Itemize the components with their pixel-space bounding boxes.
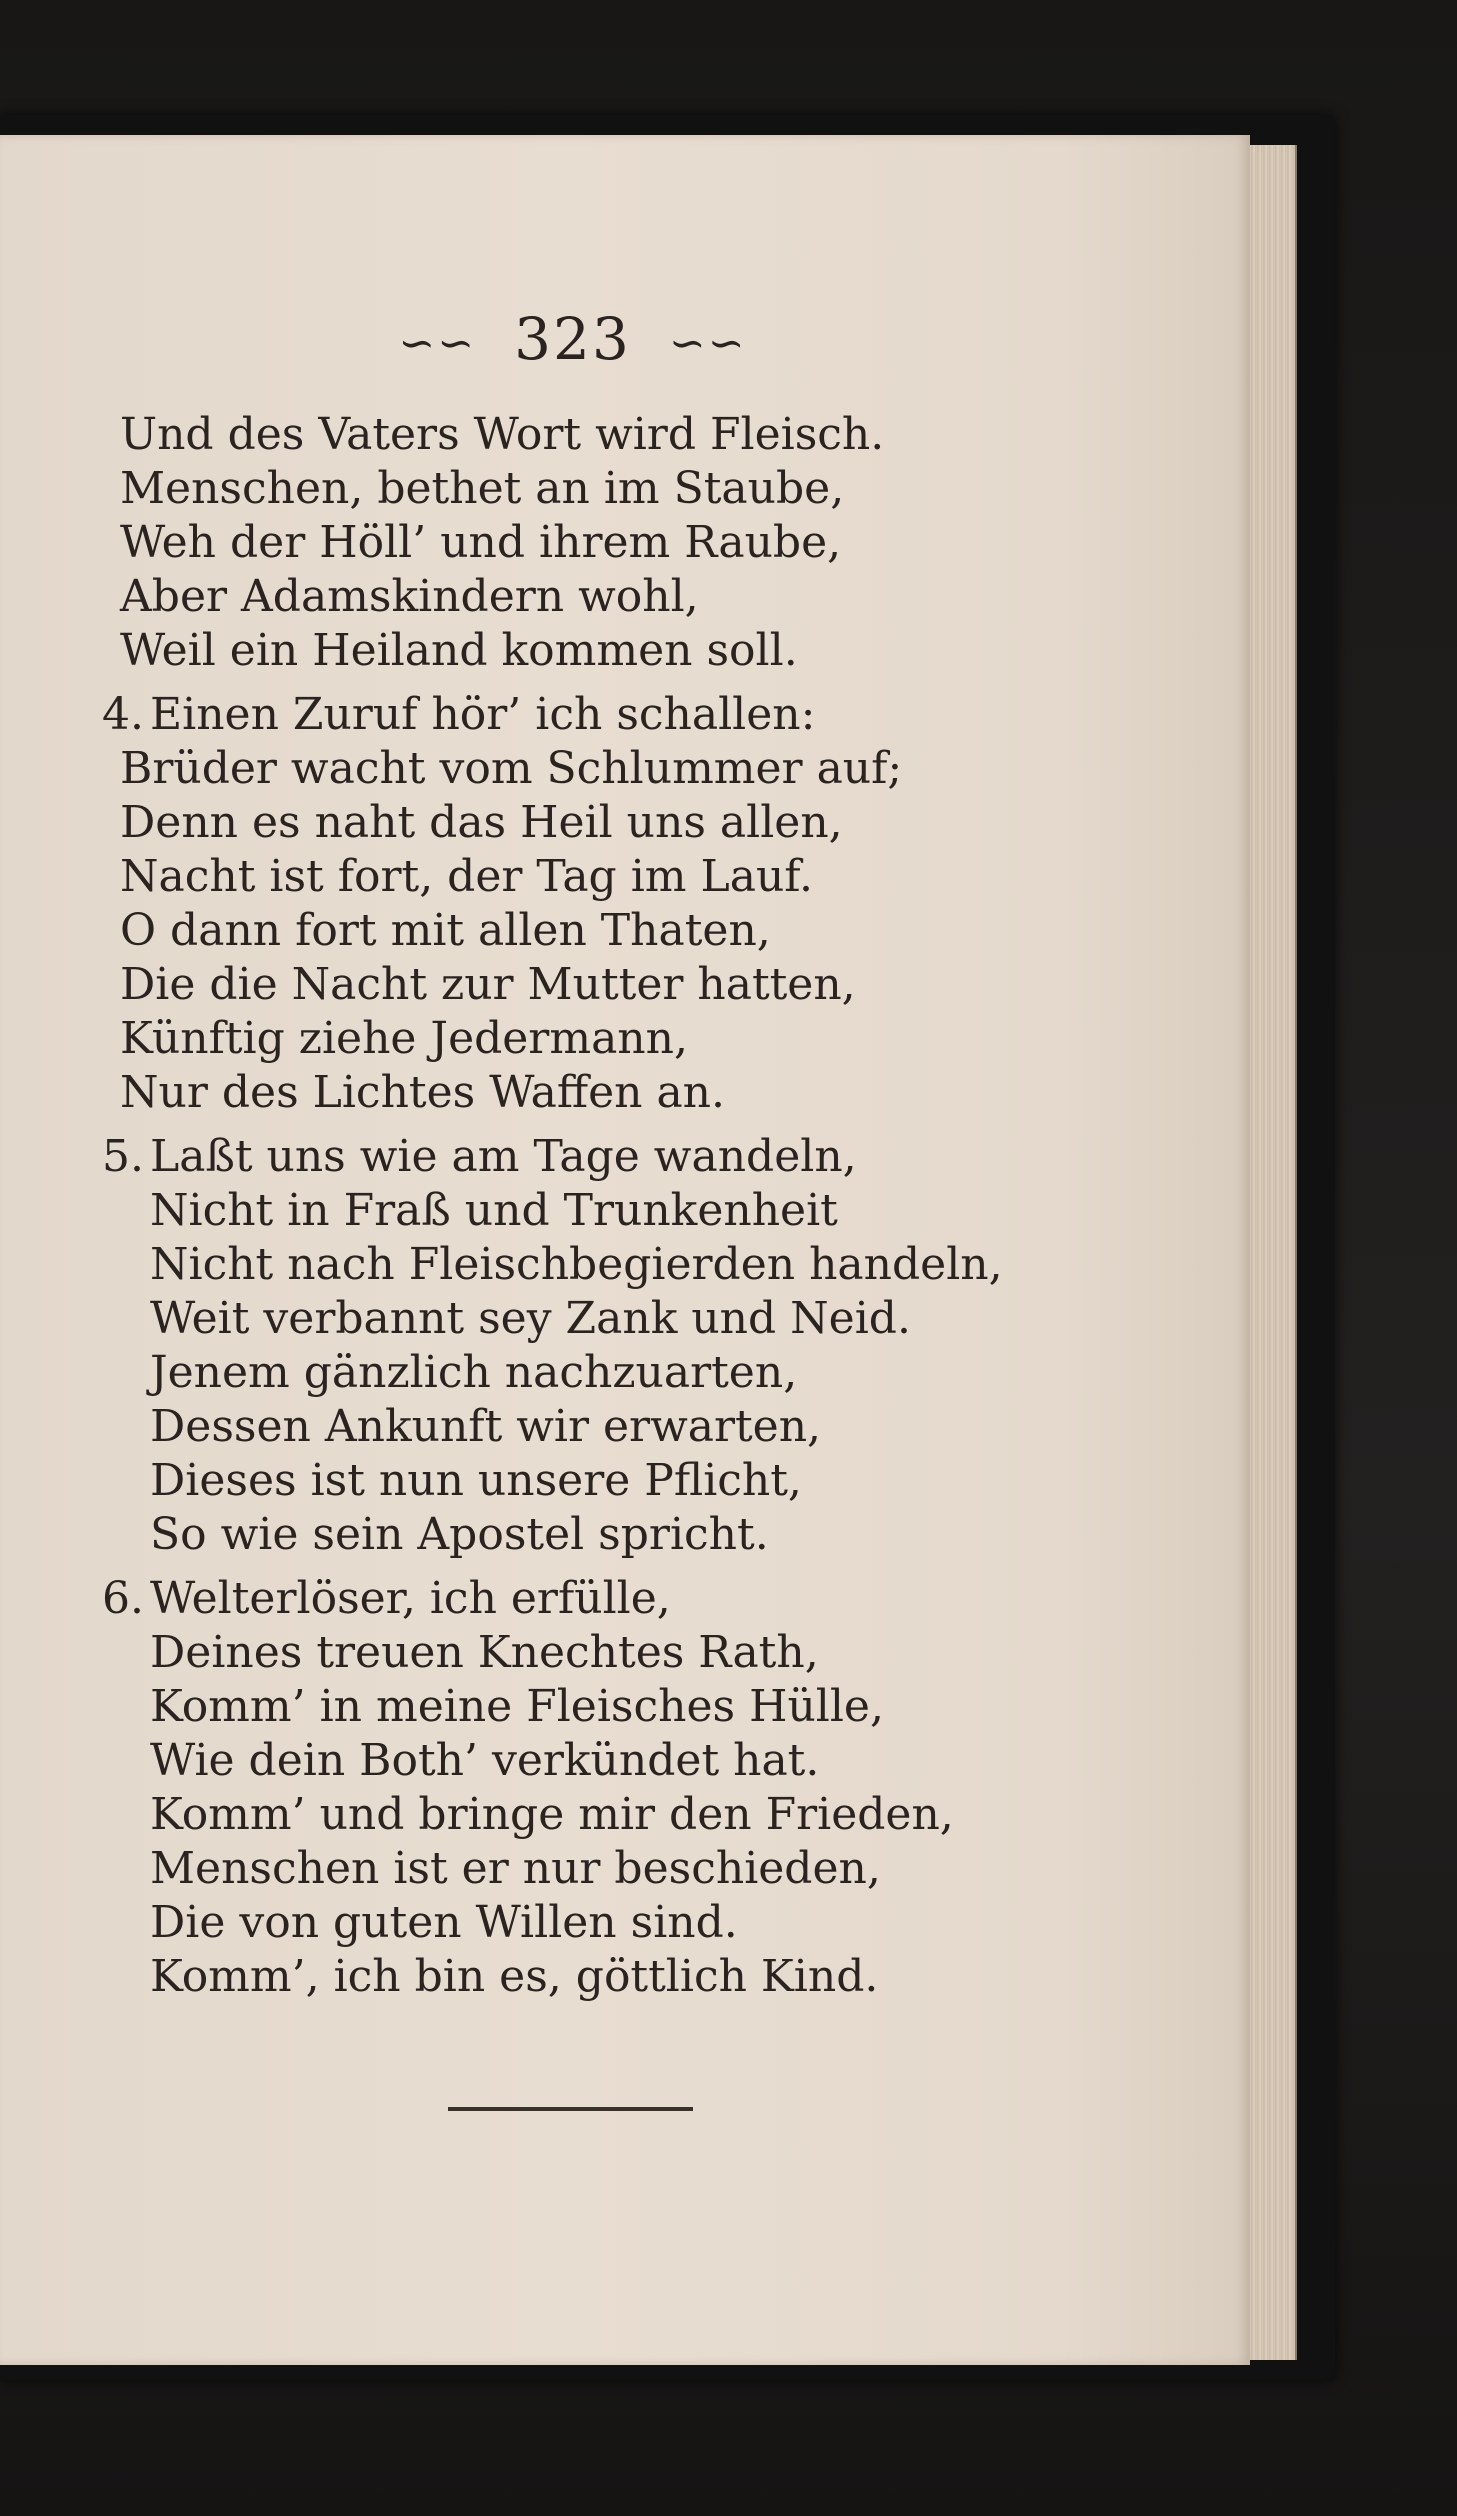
verse-line: Denn es naht das Heil uns allen, [120, 797, 843, 848]
verse-line: Deines treuen Knechtes Rath, [150, 1627, 819, 1678]
ornament-right: ∽∽ [668, 318, 747, 370]
page-number: 323 [514, 305, 631, 373]
verse-line: Nur des Lichtes Waffen an. [120, 1067, 725, 1118]
verse-line: 6. Welterlöser, ich erfülle, [102, 1573, 671, 1624]
verse-line: O dann fort mit allen Thaten, [120, 905, 771, 956]
page-edges [1250, 145, 1297, 2360]
verse-line: Dessen Ankunft wir erwarten, [150, 1401, 822, 1452]
verse-line: Jenem gänzlich nachzuarten, [150, 1347, 798, 1398]
verse-line: Komm’ in meine Fleisches Hülle, [150, 1681, 884, 1732]
verse-line: Wie dein Both’ verkündet hat. [150, 1735, 820, 1786]
verse-line: Weit verbannt sey Zank und Neid. [150, 1293, 911, 1344]
verse-line: Nicht nach Fleischbegierden handeln, [150, 1239, 1003, 1290]
verse-line: Komm’, ich bin es, göttlich Kind. [150, 1951, 879, 2002]
verse-line: Weil ein Heiland kommen soll. [120, 625, 798, 676]
verse-line: Komm’ und bringe mir den Frieden, [150, 1789, 954, 1840]
verse-line: Nicht in Fraß und Trunkenheit [150, 1185, 838, 1236]
verse-line: Aber Adamskindern wohl, [120, 571, 699, 622]
verse-line: Weh der Höll’ und ihrem Raube, [120, 517, 842, 568]
verse-number: 6. [102, 1573, 144, 1624]
verse-line: Brüder wacht vom Schlummer auf; [120, 743, 903, 794]
verse-line: Die die Nacht zur Mutter hatten, [120, 959, 856, 1010]
verse-line: Und des Vaters Wort wird Fleisch. [120, 409, 885, 460]
page-header [0, 305, 1145, 373]
verse-line: Menschen, bethet an im Staube, [120, 463, 845, 514]
verse-line: 5. Laßt uns wie am Tage wandeln, [102, 1131, 857, 1182]
verse-line: Künftig ziehe Jedermann, [120, 1013, 688, 1064]
verse-number: 4. [102, 689, 144, 740]
verse-line: So wie sein Apostel spricht. [150, 1509, 769, 1560]
verse-number: 5. [102, 1131, 144, 1182]
hymn-text [102, 408, 1003, 2004]
verse-line: 4. Einen Zuruf hör’ ich schallen: [102, 689, 816, 740]
verse-line: Nacht ist fort, der Tag im Lauf. [120, 851, 813, 902]
ornament-left: ∽∽ [398, 318, 477, 370]
verse-line: Menschen ist er nur beschieden, [150, 1843, 881, 1894]
closing-rule [448, 2107, 693, 2111]
verse-line: Die von guten Willen sind. [150, 1897, 738, 1948]
verse-line: Dieses ist nun unsere Pflicht, [150, 1455, 802, 1506]
